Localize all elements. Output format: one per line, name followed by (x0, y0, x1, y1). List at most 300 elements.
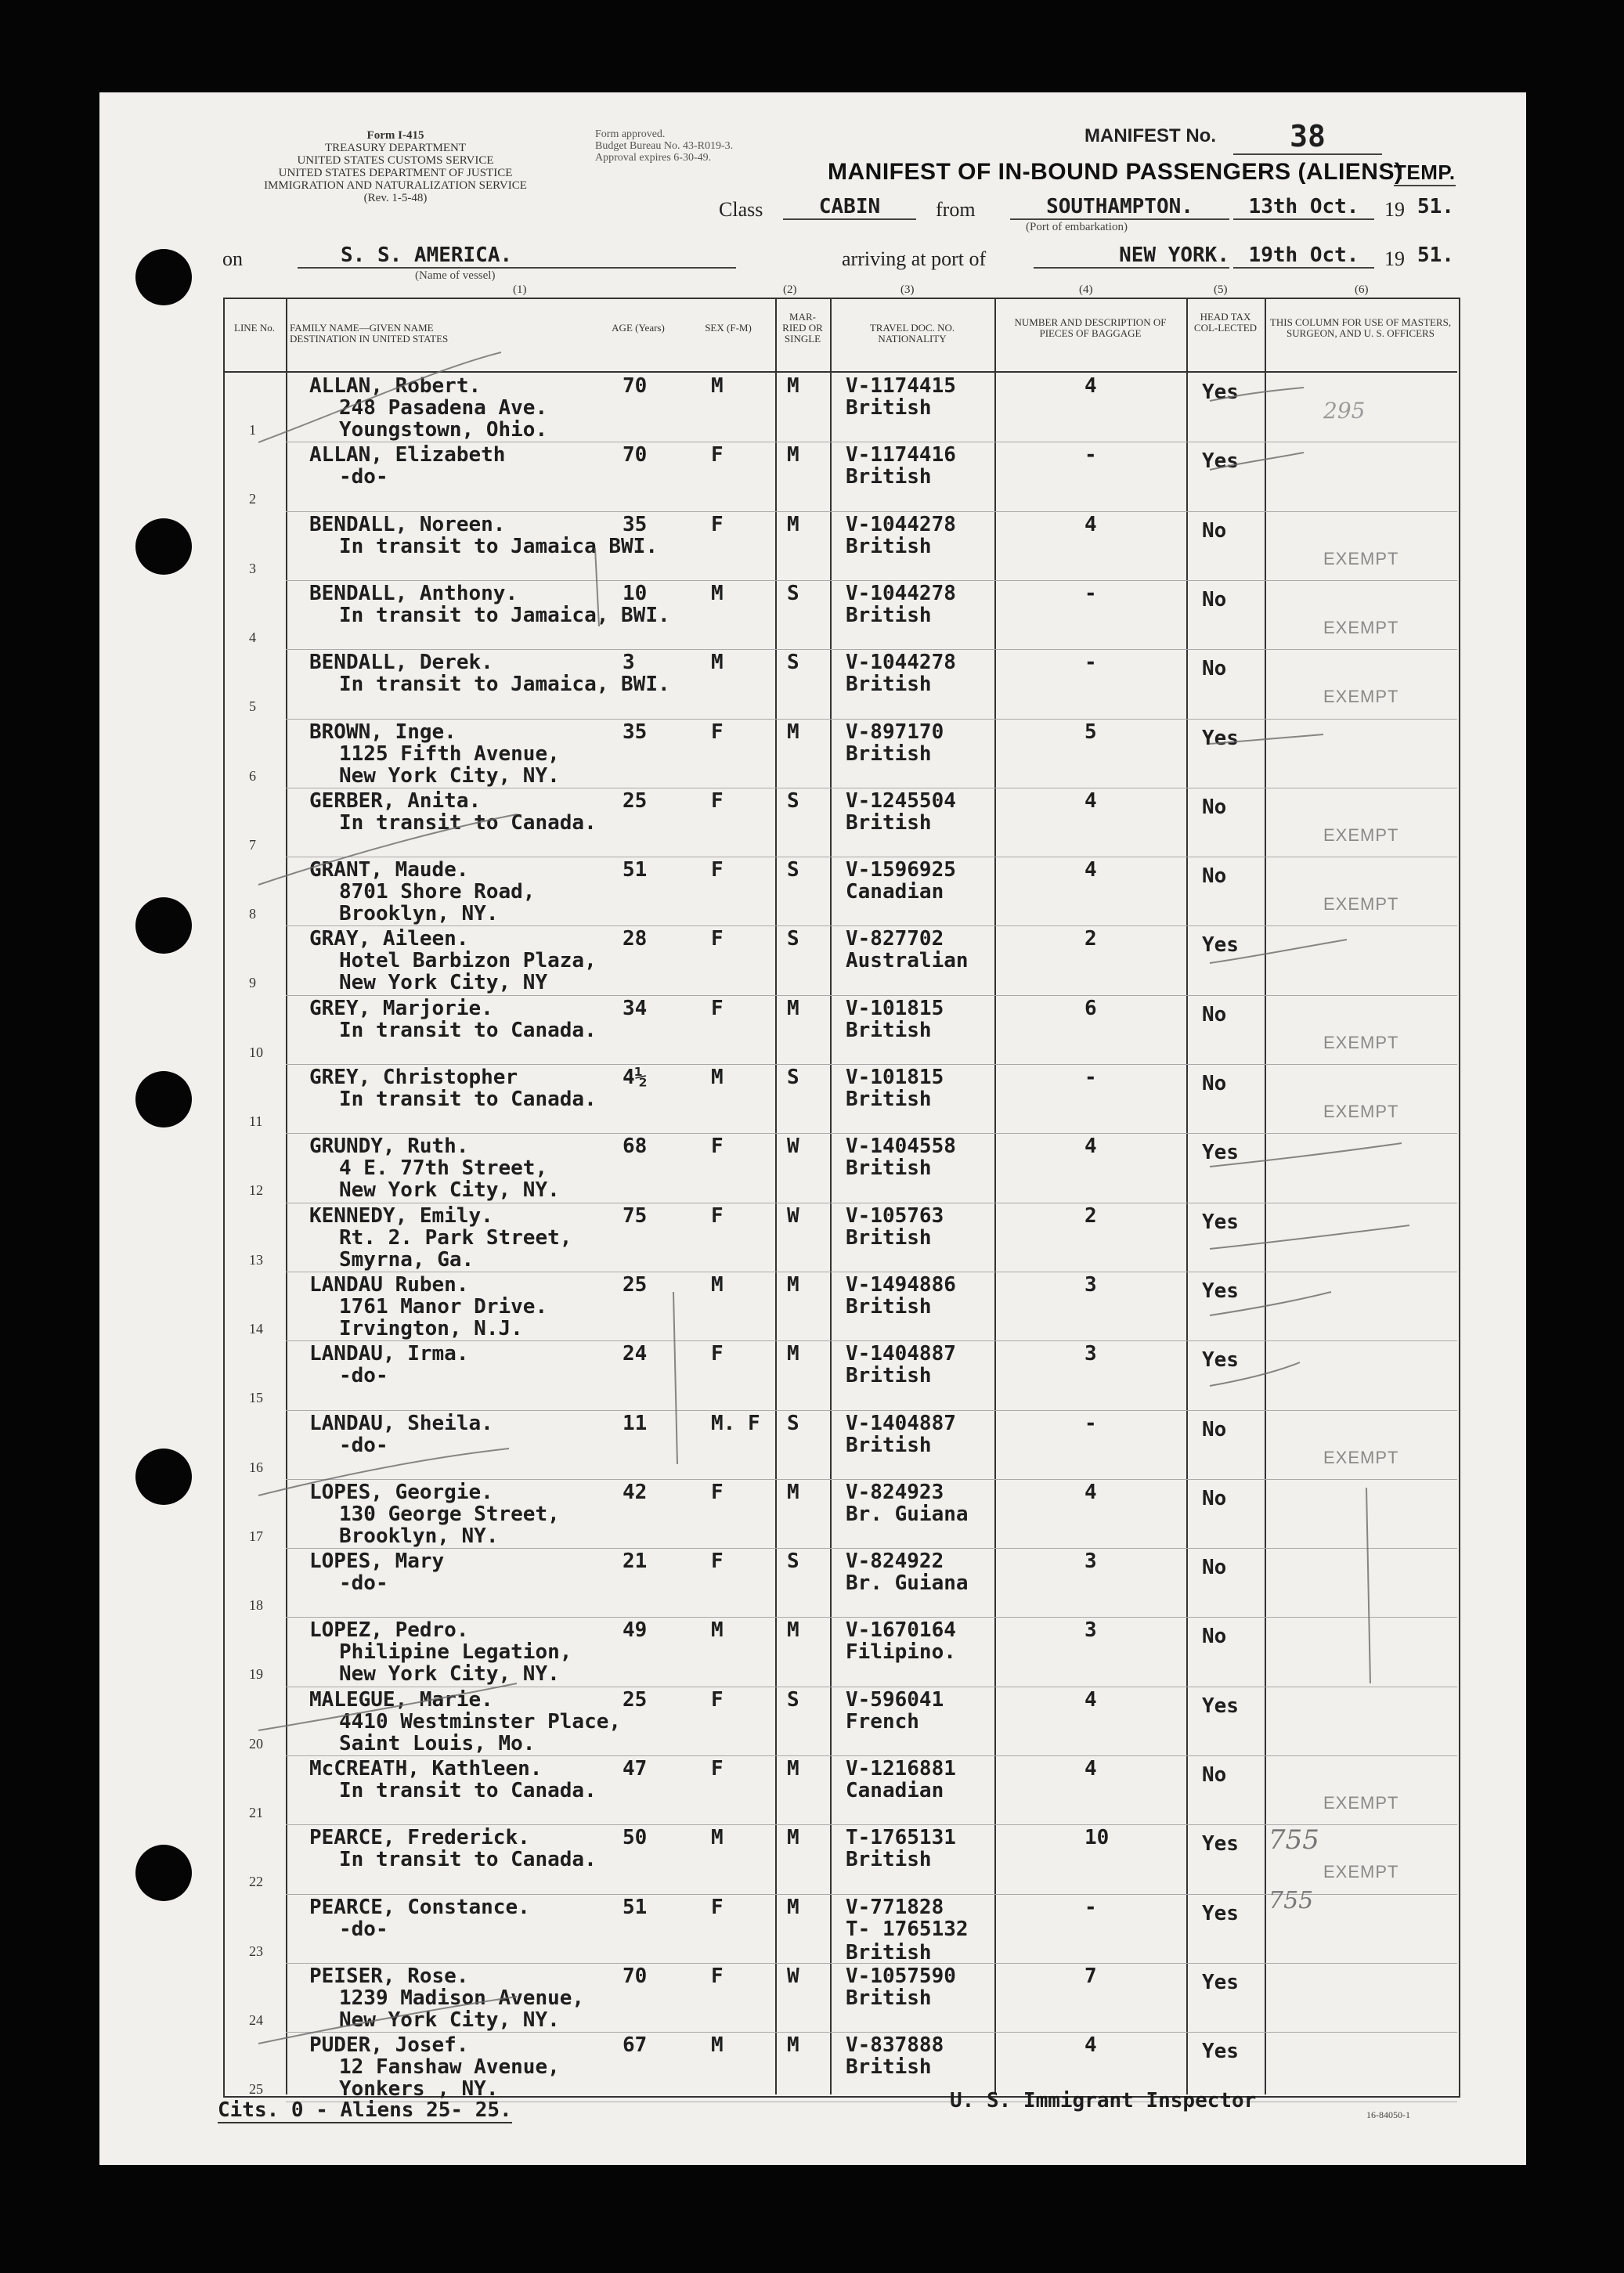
passenger-sex: M (711, 651, 724, 675)
passenger-age: 70 (623, 443, 648, 467)
line-number: 21 (249, 1805, 263, 1820)
passenger-sex: F (711, 1895, 724, 1919)
nationality: British (846, 673, 932, 697)
head-tax-collected: Yes (1202, 381, 1239, 404)
passenger-age: 47 (623, 1757, 648, 1781)
destination-line-1: In transit to Jamaica BWI. (339, 534, 658, 558)
head-tax-collected: No (1202, 1556, 1227, 1580)
passenger-name: LOPES, Mary (309, 1550, 445, 1574)
line-number: 23 (249, 1943, 263, 1959)
passenger-age: 51 (623, 858, 648, 882)
manifest-title: MANIFEST OF IN-BOUND PASSENGERS (ALIENS) (828, 159, 1403, 185)
passenger-age: 25 (623, 1272, 648, 1297)
passenger-age: 28 (623, 927, 648, 951)
passenger-name: PUDER, Josef. (309, 2033, 469, 2058)
nationality: British (846, 810, 932, 835)
passenger-sex: M (711, 1272, 724, 1297)
passenger-sex: F (711, 512, 724, 536)
passenger-age: 70 (623, 1964, 648, 1988)
passenger-sex: F (711, 1342, 724, 1366)
nationality: Australian (846, 949, 969, 973)
exempt-stamp: EXEMPT (1323, 1793, 1399, 1813)
passenger-name: BENDALL, Anthony. (309, 581, 518, 605)
baggage-count: 4 (1084, 374, 1097, 398)
marital-status: M (787, 1895, 799, 1919)
stamp-295: 295 (1323, 398, 1366, 424)
exempt-stamp: EXEMPT (1323, 894, 1399, 915)
destination-line-1: -do- (339, 1433, 388, 1457)
dept-treasury: TREASURY DEPARTMENT (324, 142, 467, 154)
line-number: 9 (249, 975, 256, 991)
passenger-sex: F (711, 1203, 724, 1228)
tick-mark (1210, 734, 1323, 744)
nationality: British (846, 465, 932, 489)
passenger-name: LANDAU, Sheila. (309, 1411, 493, 1435)
travel-doc-number: V-771828 (846, 1895, 944, 1919)
passenger-sex: F (711, 1550, 724, 1574)
slash-mark (258, 814, 517, 885)
line-number: 2 (249, 491, 256, 507)
head-tax-collected: No (1202, 657, 1227, 681)
passenger-sex: F (711, 996, 724, 1020)
passenger-name: MALEGUE, Marie. (309, 1687, 493, 1712)
dept-justice: UNITED STATES DEPARTMENT OF JUSTICE (278, 167, 513, 179)
passenger-age: 68 (623, 1135, 648, 1159)
baggage-count: - (1084, 1895, 1097, 1919)
marital-status: S (787, 927, 799, 951)
baggage-count: 3 (1084, 1272, 1097, 1297)
marital-status: S (787, 581, 799, 605)
departure-year: 51. (1417, 195, 1454, 218)
head-tax-collected: No (1202, 864, 1227, 889)
marital-status: S (787, 651, 799, 675)
passenger-age: 49 (623, 1618, 648, 1643)
line-number: 4 (249, 629, 256, 645)
on-label: on (222, 247, 243, 270)
destination-line-1: Rt. 2. Park Street, (339, 1225, 572, 1250)
travel-doc-number: V-1044278 (846, 581, 956, 605)
baggage-count: 4 (1084, 1480, 1097, 1504)
passenger-name: KENNEDY, Emily. (309, 1203, 493, 1228)
head-tax-collected: No (1202, 518, 1227, 543)
marital-status: M (787, 443, 799, 467)
travel-doc-number: V-1670164 (846, 1618, 956, 1643)
destination-line-2: Yonkers , NY. (339, 2077, 499, 2102)
baggage-count: - (1084, 1066, 1097, 1089)
tick-mark (1210, 1143, 1402, 1167)
travel-doc-number: V-105763 (846, 1203, 944, 1228)
head-tax-collected: No (1202, 795, 1227, 819)
travel-doc-number: V-1174416 (846, 443, 956, 467)
passenger-name: ALLAN, Robert. (309, 374, 482, 398)
from-label: from (936, 198, 976, 221)
travel-doc-number: V-1044278 (846, 651, 956, 675)
nationality: British (846, 1433, 932, 1457)
form-number: Form I-415 (366, 129, 424, 142)
line-number: 3 (249, 560, 256, 576)
destination-line-1: In transit to Canada. (339, 1088, 597, 1111)
passenger-sex: F (711, 720, 724, 744)
pencil-755b: 755 (1269, 1887, 1314, 1914)
nationality: British (846, 1986, 932, 2010)
line-number: 17 (249, 1528, 263, 1544)
destination-line-1: 4410 Westminster Place, (339, 1709, 622, 1734)
line-number: 25 (249, 2081, 263, 2098)
departure-date: 13th Oct. (1233, 195, 1374, 220)
manifest-number-label: MANIFEST No. (1084, 125, 1216, 146)
destination-line-1: In transit to Jamaica, BWI. (339, 603, 670, 627)
line-number: 14 (249, 1320, 263, 1337)
approval-line-3: Approval expires 6-30-49. (595, 152, 712, 164)
line-number: 10 (249, 1044, 263, 1060)
nationality: British (846, 534, 932, 558)
exempt-stamp: EXEMPT (1323, 1102, 1399, 1121)
travel-doc-number: V-101815 (846, 1066, 944, 1089)
passenger-age: 42 (623, 1480, 648, 1504)
passenger-age: 3 (623, 651, 635, 675)
passenger-name: GRUNDY, Ruth. (309, 1135, 469, 1159)
passenger-age: 51 (623, 1895, 648, 1919)
marital-status: S (787, 1066, 799, 1089)
passenger-sex: M. F (711, 1411, 760, 1435)
passenger-sex: M (711, 374, 724, 398)
passenger-name: BENDALL, Derek. (309, 651, 493, 675)
marital-status: M (787, 720, 799, 744)
destination-line-2: New York City, NY. (339, 1178, 560, 1203)
destination-line-2: New York City, NY. (339, 2008, 560, 2032)
approval-line-1: Form approved. (595, 128, 666, 140)
embarkation-caption: (Port of embarkation) (1026, 221, 1128, 233)
line-number: 24 (249, 2011, 263, 2028)
destination-line-1: 12 Fanshaw Avenue, (339, 2055, 560, 2080)
passenger-name: McCREATH, Kathleen. (309, 1757, 543, 1781)
line-number: 7 (249, 836, 256, 853)
col-num-5: (5) (1214, 283, 1228, 296)
passenger-name: PEARCE, Frederick. (309, 1826, 530, 1850)
destination-line-1: -do- (339, 1917, 388, 1941)
vessel-name: S. S. AMERICA. (298, 244, 736, 269)
passenger-name: GREY, Christopher (309, 1066, 518, 1089)
col-num-1: (1) (513, 283, 527, 296)
travel-doc-number: V-1245504 (846, 788, 956, 813)
tick-mark (1210, 1292, 1331, 1315)
travel-doc-number: V-1404887 (846, 1411, 956, 1435)
nationality: Canadian (846, 880, 944, 904)
destination-line-1: -do- (339, 1571, 388, 1596)
passenger-sex: M (711, 1826, 724, 1850)
marital-status: M (787, 1342, 799, 1366)
nationality: British (846, 396, 932, 420)
slash-mark (258, 1997, 517, 2044)
head-tax-collected: Yes (1202, 1210, 1239, 1234)
passenger-age: 70 (623, 374, 648, 398)
passenger-age: 10 (623, 581, 648, 605)
passenger-age: 11 (623, 1411, 648, 1435)
passenger-name: GREY, Marjorie. (309, 996, 493, 1020)
arrival-port: NEW YORK. (1034, 244, 1229, 269)
line-number: 19 (249, 1666, 263, 1683)
destination-line-1: In transit to Jamaica, BWI. (339, 673, 670, 697)
col-head-baggage: NUMBER AND DESCRIPTION OF PIECES OF BAGGAGE (1014, 316, 1167, 339)
nationality: British (846, 1088, 932, 1111)
baggage-count: - (1084, 651, 1097, 675)
marital-status: M (787, 2033, 799, 2058)
form-code: 16-84050-1 (1366, 2109, 1410, 2120)
passenger-name: LOPES, Georgie. (309, 1480, 493, 1504)
nationality: British (846, 1364, 932, 1388)
passenger-name: PEISER, Rose. (309, 1964, 469, 1988)
head-tax-collected: No (1202, 1002, 1227, 1026)
passenger-sex: F (711, 443, 724, 467)
travel-doc-number: V-1404558 (846, 1135, 956, 1159)
destination-line-1: 130 George Street, (339, 1502, 560, 1526)
passenger-age: 24 (623, 1342, 648, 1366)
line-number: 11 (249, 1113, 263, 1129)
passenger-sex: M (711, 1066, 724, 1089)
head-tax-collected: No (1202, 1486, 1227, 1510)
exempt-stamp: EXEMPT (1323, 687, 1399, 707)
passenger-age: 4½ (623, 1066, 648, 1089)
line-number: 1 (249, 422, 256, 438)
baggage-count: 10 (1084, 1826, 1110, 1850)
approval-line-2: Budget Bureau No. 43-R019-3. (595, 140, 734, 152)
nationality: Filipino. (846, 1640, 956, 1665)
year-prefix: 19 (1384, 198, 1405, 221)
destination-line-1: In transit to Canada. (339, 1848, 597, 1872)
baggage-count: 6 (1084, 996, 1097, 1020)
head-tax-collected: Yes (1202, 1970, 1239, 1994)
head-tax-collected: Yes (1202, 2040, 1239, 2064)
temp-label: TEMP. (1394, 161, 1456, 186)
head-tax-collected: No (1202, 1072, 1227, 1095)
travel-doc-number: V-837888 (846, 2033, 944, 2058)
marital-status: S (787, 1411, 799, 1435)
baggage-count: 3 (1084, 1618, 1097, 1643)
baggage-count: 4 (1084, 1135, 1097, 1159)
passenger-sex: F (711, 858, 724, 882)
travel-doc-number: V-1044278 (846, 512, 956, 536)
passenger-age: 25 (623, 788, 648, 813)
nationality: British (846, 1018, 932, 1042)
nationality: Canadian (846, 1779, 944, 1802)
slash-mark (258, 1683, 517, 1730)
line-number: 16 (249, 1459, 263, 1475)
baggage-count: 4 (1084, 788, 1097, 813)
baggage-count: 3 (1084, 1342, 1097, 1366)
passenger-name: BROWN, Inge. (309, 720, 457, 744)
marital-status: M (787, 1618, 799, 1643)
tick-mark (1210, 1225, 1409, 1249)
marital-status: M (787, 374, 799, 398)
col-head-line: LINE No. (234, 322, 275, 334)
travel-doc-number: V-1494886 (846, 1272, 956, 1297)
port-of-embarkation: SOUTHAMPTON. (1010, 195, 1229, 220)
destination-line-2: New York City, NY. (339, 1662, 560, 1687)
line-number: 22 (249, 1874, 263, 1890)
destination-line-1: -do- (339, 465, 388, 489)
passenger-name: GRAY, Aileen. (309, 927, 469, 951)
baggage-count: 4 (1084, 1757, 1097, 1781)
marital-status: S (787, 788, 799, 813)
class-value: CABIN (783, 195, 916, 220)
ins-name: IMMIGRATION AND NATURALIZATION SERVICE (264, 179, 527, 192)
passenger-name: GRANT, Maude. (309, 858, 469, 882)
exempt-stamp: EXEMPT (1323, 1862, 1399, 1882)
passenger-age: 34 (623, 996, 648, 1020)
passenger-name: ALLAN, Elizabeth (309, 443, 506, 467)
nationality: British (846, 1156, 932, 1181)
passenger-name: GERBER, Anita. (309, 788, 482, 813)
head-tax-collected: No (1202, 1625, 1227, 1649)
passenger-name: BENDALL, Noreen. (309, 512, 506, 536)
col-num-6: (6) (1355, 283, 1369, 296)
passenger-sex: M (711, 2033, 724, 2058)
travel-doc-number: V-824922 (846, 1550, 944, 1574)
passenger-sex: F (711, 1480, 724, 1504)
passenger-name: PEARCE, Constance. (309, 1895, 530, 1919)
destination-line-1: 1761 Manor Drive. (339, 1294, 548, 1319)
head-tax-collected: Yes (1202, 1832, 1239, 1856)
head-tax-collected: No (1202, 1417, 1227, 1441)
exempt-stamp: EXEMPT (1323, 548, 1399, 568)
line-number: 5 (249, 698, 256, 715)
destination-line-1: 1239 Madison Avenue, (339, 1986, 585, 2010)
travel-doc-number: V-101815 (846, 996, 944, 1020)
passenger-age: 35 (623, 720, 648, 744)
col-num-4: (4) (1079, 283, 1093, 296)
destination-line-1: In transit to Canada. (339, 1779, 597, 1802)
destination-line-2: Youngstown, Ohio. (339, 418, 548, 442)
vertical-pencil-line (673, 1292, 677, 1464)
vessel-caption: (Name of vessel) (415, 269, 496, 282)
vertical-pencil-line (1366, 1488, 1370, 1683)
line-number: 6 (249, 767, 256, 784)
destination-line-1: 1125 Fifth Avenue, (339, 741, 560, 766)
marital-status: W (787, 1203, 799, 1228)
year-prefix-2: 19 (1384, 247, 1405, 270)
passenger-sex: F (711, 927, 724, 951)
tick-mark (1210, 388, 1304, 401)
passenger-sex: F (711, 1757, 724, 1781)
tick-mark (1210, 453, 1304, 470)
travel-doc-number: V-1057590 (846, 1964, 956, 1988)
marital-status: M (787, 1480, 799, 1504)
nationality: British (846, 1848, 932, 1872)
passenger-age: 21 (623, 1550, 648, 1574)
travel-doc-number: T-1765131 (846, 1826, 956, 1850)
head-tax-collected: Yes (1202, 449, 1239, 474)
passenger-age: 50 (623, 1826, 648, 1850)
form-revision: (Rev. 1-5-48) (363, 192, 428, 204)
baggage-count: - (1084, 1411, 1097, 1435)
col-head-doc: TRAVEL DOC. NO. NATIONALITY (869, 322, 955, 345)
baggage-count: 4 (1084, 1687, 1097, 1712)
col-num-3: (3) (900, 283, 915, 296)
slash-mark (258, 1449, 509, 1495)
col-head-sex: SEX (F-M) (705, 322, 752, 334)
class-label: Class (719, 198, 763, 221)
head-tax-collected: Yes (1202, 1279, 1239, 1303)
marital-status: M (787, 512, 799, 536)
baggage-count: - (1084, 581, 1097, 605)
baggage-count: 4 (1084, 512, 1097, 536)
nationality: British (846, 2055, 932, 2080)
nationality: French (846, 1709, 919, 1734)
passenger-age: 75 (623, 1203, 648, 1228)
slash-mark (258, 352, 501, 442)
baggage-count: - (1084, 443, 1097, 467)
col-num-2: (2) (783, 283, 797, 296)
destination-line-2: Irvington, N.J. (339, 1316, 523, 1340)
col-head-name: FAMILY NAME—GIVEN NAME DESTINATION IN UNITED STATES (290, 322, 449, 345)
nationality: British (846, 741, 932, 766)
baggage-count: 3 (1084, 1550, 1097, 1574)
marital-status: M (787, 996, 799, 1020)
destination-line-1: 248 Pasadena Ave. (339, 396, 548, 420)
passenger-sex: M (711, 581, 724, 605)
marital-status: S (787, 1687, 799, 1712)
passenger-age: 35 (623, 512, 648, 536)
vertical-pencil-line (595, 548, 599, 626)
nationality: T- 1765132 British (846, 1917, 969, 1965)
passenger-sex: M (711, 1618, 724, 1643)
totals-line: Cits. 0 - Aliens 25- 25. (218, 2098, 512, 2122)
passenger-name: LANDAU Ruben. (309, 1272, 469, 1297)
travel-doc-number: V-897170 (846, 720, 944, 744)
col-head-age: AGE (Years) (612, 322, 665, 334)
baggage-count: 4 (1084, 2033, 1097, 2058)
tick-mark (1210, 1362, 1300, 1386)
passenger-sex: F (711, 1687, 724, 1712)
marital-status: M (787, 1272, 799, 1297)
baggage-count: 2 (1084, 927, 1097, 951)
travel-doc-number: V-1174415 (846, 374, 956, 398)
destination-line-2: Brooklyn, NY. (339, 1524, 499, 1548)
passenger-age: 67 (623, 2033, 648, 2058)
passenger-name: LANDAU, Irma. (309, 1342, 469, 1366)
destination-line-2: Smyrna, Ga. (339, 1247, 475, 1272)
destination-line-1: Hotel Barbizon Plaza, (339, 949, 597, 973)
exempt-stamp: EXEMPT (1323, 824, 1399, 845)
travel-doc-number: V-1404887 (846, 1342, 956, 1366)
tick-mark (1210, 940, 1347, 963)
head-tax-collected: Yes (1202, 726, 1239, 750)
marital-status: M (787, 1826, 799, 1850)
baggage-count: 7 (1084, 1964, 1097, 1988)
col-head-married: MAR-RIED OR SINGLE (782, 311, 823, 345)
head-tax-collected: No (1202, 587, 1227, 612)
baggage-count: 5 (1084, 720, 1097, 744)
line-number: 8 (249, 906, 256, 922)
nationality: Br. Guiana (846, 1571, 969, 1596)
nationality: British (846, 1294, 932, 1319)
nationality: British (846, 603, 932, 627)
destination-line-1: Philipine Legation, (339, 1640, 572, 1665)
passenger-sex: F (711, 1135, 724, 1159)
travel-doc-number: V-827702 (846, 927, 944, 951)
col-head-tax: HEAD TAX COL-LECTED (1193, 311, 1258, 334)
travel-doc-number: V-1596925 (846, 858, 956, 882)
destination-line-1: In transit to Canada. (339, 810, 597, 835)
arrival-year: 51. (1417, 244, 1454, 267)
exempt-stamp: EXEMPT (1323, 1447, 1399, 1467)
line-number: 13 (249, 1251, 263, 1268)
marital-status: W (787, 1135, 799, 1159)
inspector-label: U. S. Immigrant Inspector (950, 2089, 1257, 2112)
line-number: 18 (249, 1597, 263, 1614)
travel-doc-number: V-824923 (846, 1480, 944, 1504)
exempt-stamp: EXEMPT (1323, 1032, 1399, 1052)
